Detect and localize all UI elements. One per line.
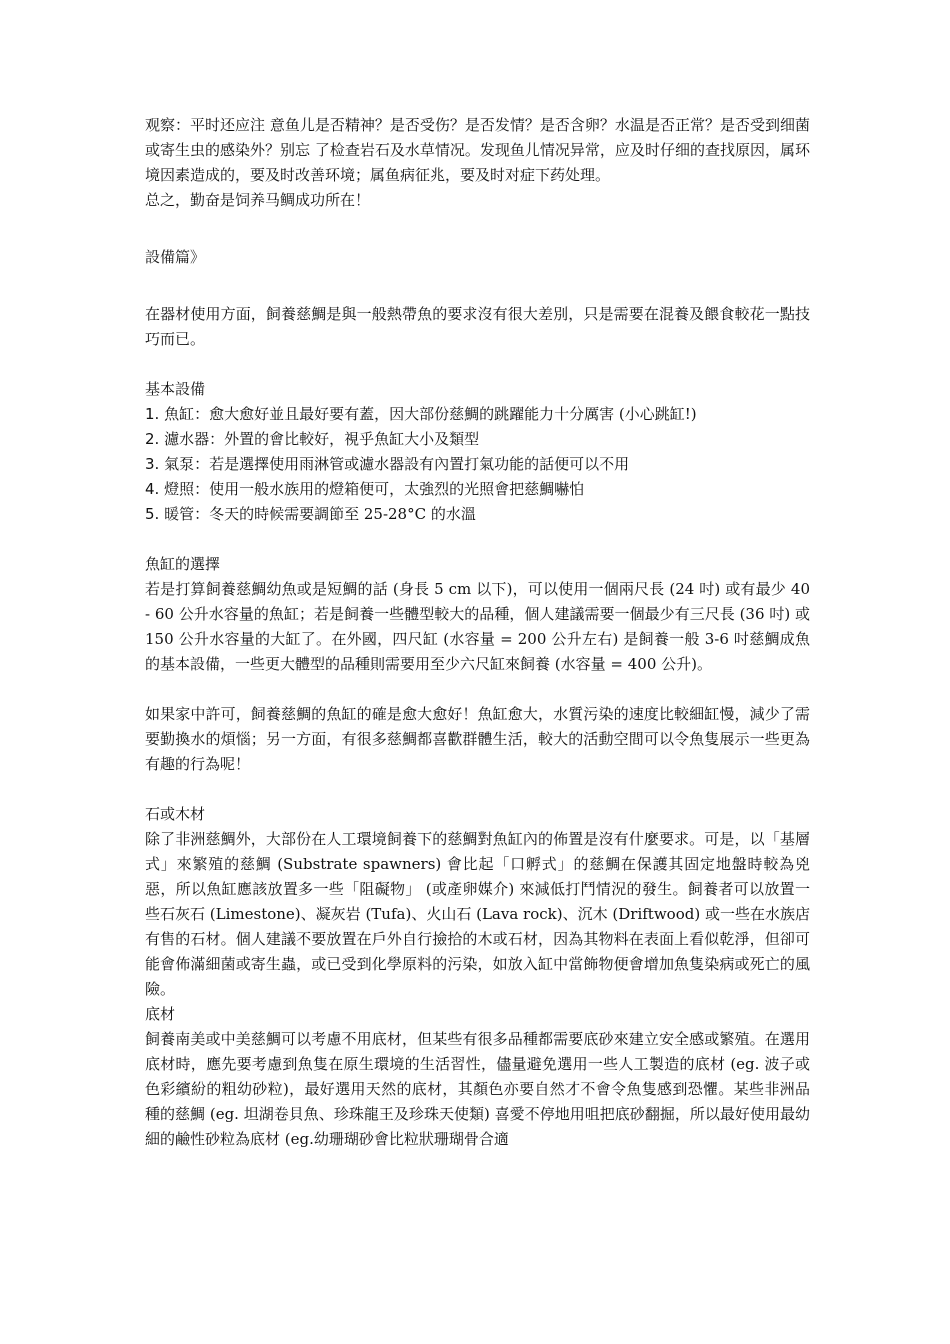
observation-paragraph: 观察：平时还应注 意鱼儿是否精神？是否受伤？是否发情？是否含卵？水温是否正常？是否受到细菌或寄生虫的感染外？别忘 了检查岩石及水草情况。发现鱼儿情况异常，应及时仔细的查找原因，属环境因素造成的，要及时改善环境；属鱼病征兆，要及时对症下药处理。 [145, 116, 810, 184]
list-item [145, 477, 810, 502]
list-item [145, 427, 810, 452]
item-number: 1. [145, 405, 160, 423]
summary-line: 总之，勤奋是饲养马鲷成功所在！ [145, 191, 371, 209]
item-number: 4. [145, 480, 160, 498]
document-page [145, 113, 810, 1152]
list-item [145, 402, 810, 427]
substrate-section-title: 底材 [145, 1005, 176, 1023]
substrate-paragraph: 飼養南美或中美慈鯛可以考慮不用底材，但某些有很多品種都需要底砂來建立安全感或繁殖。在選用底材時，應先要考慮到魚隻在原生環境的生活習性，儘量避免選用一些人工製造的底材 (eg. 波子或色彩繽紛的粗幼砂粒)，最好選用天然的底材，其顏色亦要自然才不會令魚隻感到恐懼。某些非洲品種的慈鯛 (eg. 坦湖卷貝魚、珍珠龍王及珍珠天使類) 喜愛不停地用咀把底砂翻掘，所以最好使用最幼細的鹼性砂粒為底材 (eg.幼珊瑚砂會比粒狀珊瑚骨合適 [145, 1030, 810, 1148]
equipment-list [145, 402, 810, 527]
tank-paragraph-1: 若是打算飼養慈鯛幼魚或是短鯛的話 (身長 5 cm 以下)，可以使用一個兩尺長 (24 吋) 或有最少 40 - 60 公升水容量的魚缸；若是飼養一些體型較大的品種，個人建議需要一個最少有三尺長 (36 吋) 或 150 公升水容量的大缸了。在外國，四尺缸 (水容量 = 200 公升左右) 是飼養一般 3-6 吋慈鯛成魚的基本設備，一些更大體型的品種則需要用至少六尺缸來飼養 (水容量 = 400 公升)。 [145, 580, 810, 673]
item-number: 3. [145, 455, 160, 473]
item-text: 燈照：使用一般水族用的燈箱便可，太強烈的光照會把慈鯛嚇怕 [164, 480, 585, 498]
item-number: 5. [145, 505, 160, 523]
section-heading-equipment: 設備篇》 [145, 248, 206, 266]
list-item [145, 452, 810, 477]
rock-section-title: 石或木材 [145, 805, 206, 823]
list-item [145, 502, 810, 527]
equipment-intro: 在器材使用方面，飼養慈鯛是與一般熱帶魚的要求沒有很大差別，只是需要在混養及餵食較花一點技巧而已。 [145, 305, 810, 348]
item-number: 2. [145, 430, 160, 448]
basic-equipment-title: 基本設備 [145, 380, 206, 398]
item-text: 氣泵：若是選擇使用雨淋管或濾水器設有內置打氣功能的話便可以不用 [164, 455, 630, 473]
tank-section-title: 魚缸的選擇 [145, 555, 221, 573]
rock-paragraph: 除了非洲慈鯛外，大部份在人工環境飼養下的慈鯛對魚缸內的佈置是沒有什麼要求。可是，以「基層式」來繁殖的慈鯛 (Substrate spawners) 會比起「口孵式」的慈鯛在保護其固定地盤時較為兇惡，所以魚缸應該放置多一些「阻礙物」 (或產卵媒介) 來減低打鬥情況的發生。飼養者可以放置一些石灰石 (Limestone)、凝灰岩 (Tufa)、火山石 (Lava rock)、沉木 (Driftwood) 或一些在水族店有售的石材。個人建議不要放置在戶外自行撿拾的木或石材，因為其物料在表面上看似乾淨，但卻可能會佈滿細菌或寄生蟲，或已受到化學原料的污染，如放入缸中當飾物便會增加魚隻染病或死亡的風險。 [145, 830, 810, 998]
item-text: 魚缸：愈大愈好並且最好要有蓋，因大部份慈鯛的跳躍能力十分厲害 (小心跳缸!) [164, 405, 697, 423]
tank-paragraph-2: 如果家中許可，飼養慈鯛的魚缸的確是愈大愈好！魚缸愈大，水質污染的速度比較細缸慢，減少了需要勤換水的煩惱；另一方面，有很多慈鯛都喜歡群體生活，較大的活動空間可以令魚隻展示一些更為有趣的行為呢！ [145, 705, 810, 773]
item-text: 暖管：冬天的時候需要調節至 25-28°C 的水溫 [164, 505, 476, 523]
item-text: 濾水器：外置的會比較好，視乎魚缸大小及類型 [164, 430, 480, 448]
